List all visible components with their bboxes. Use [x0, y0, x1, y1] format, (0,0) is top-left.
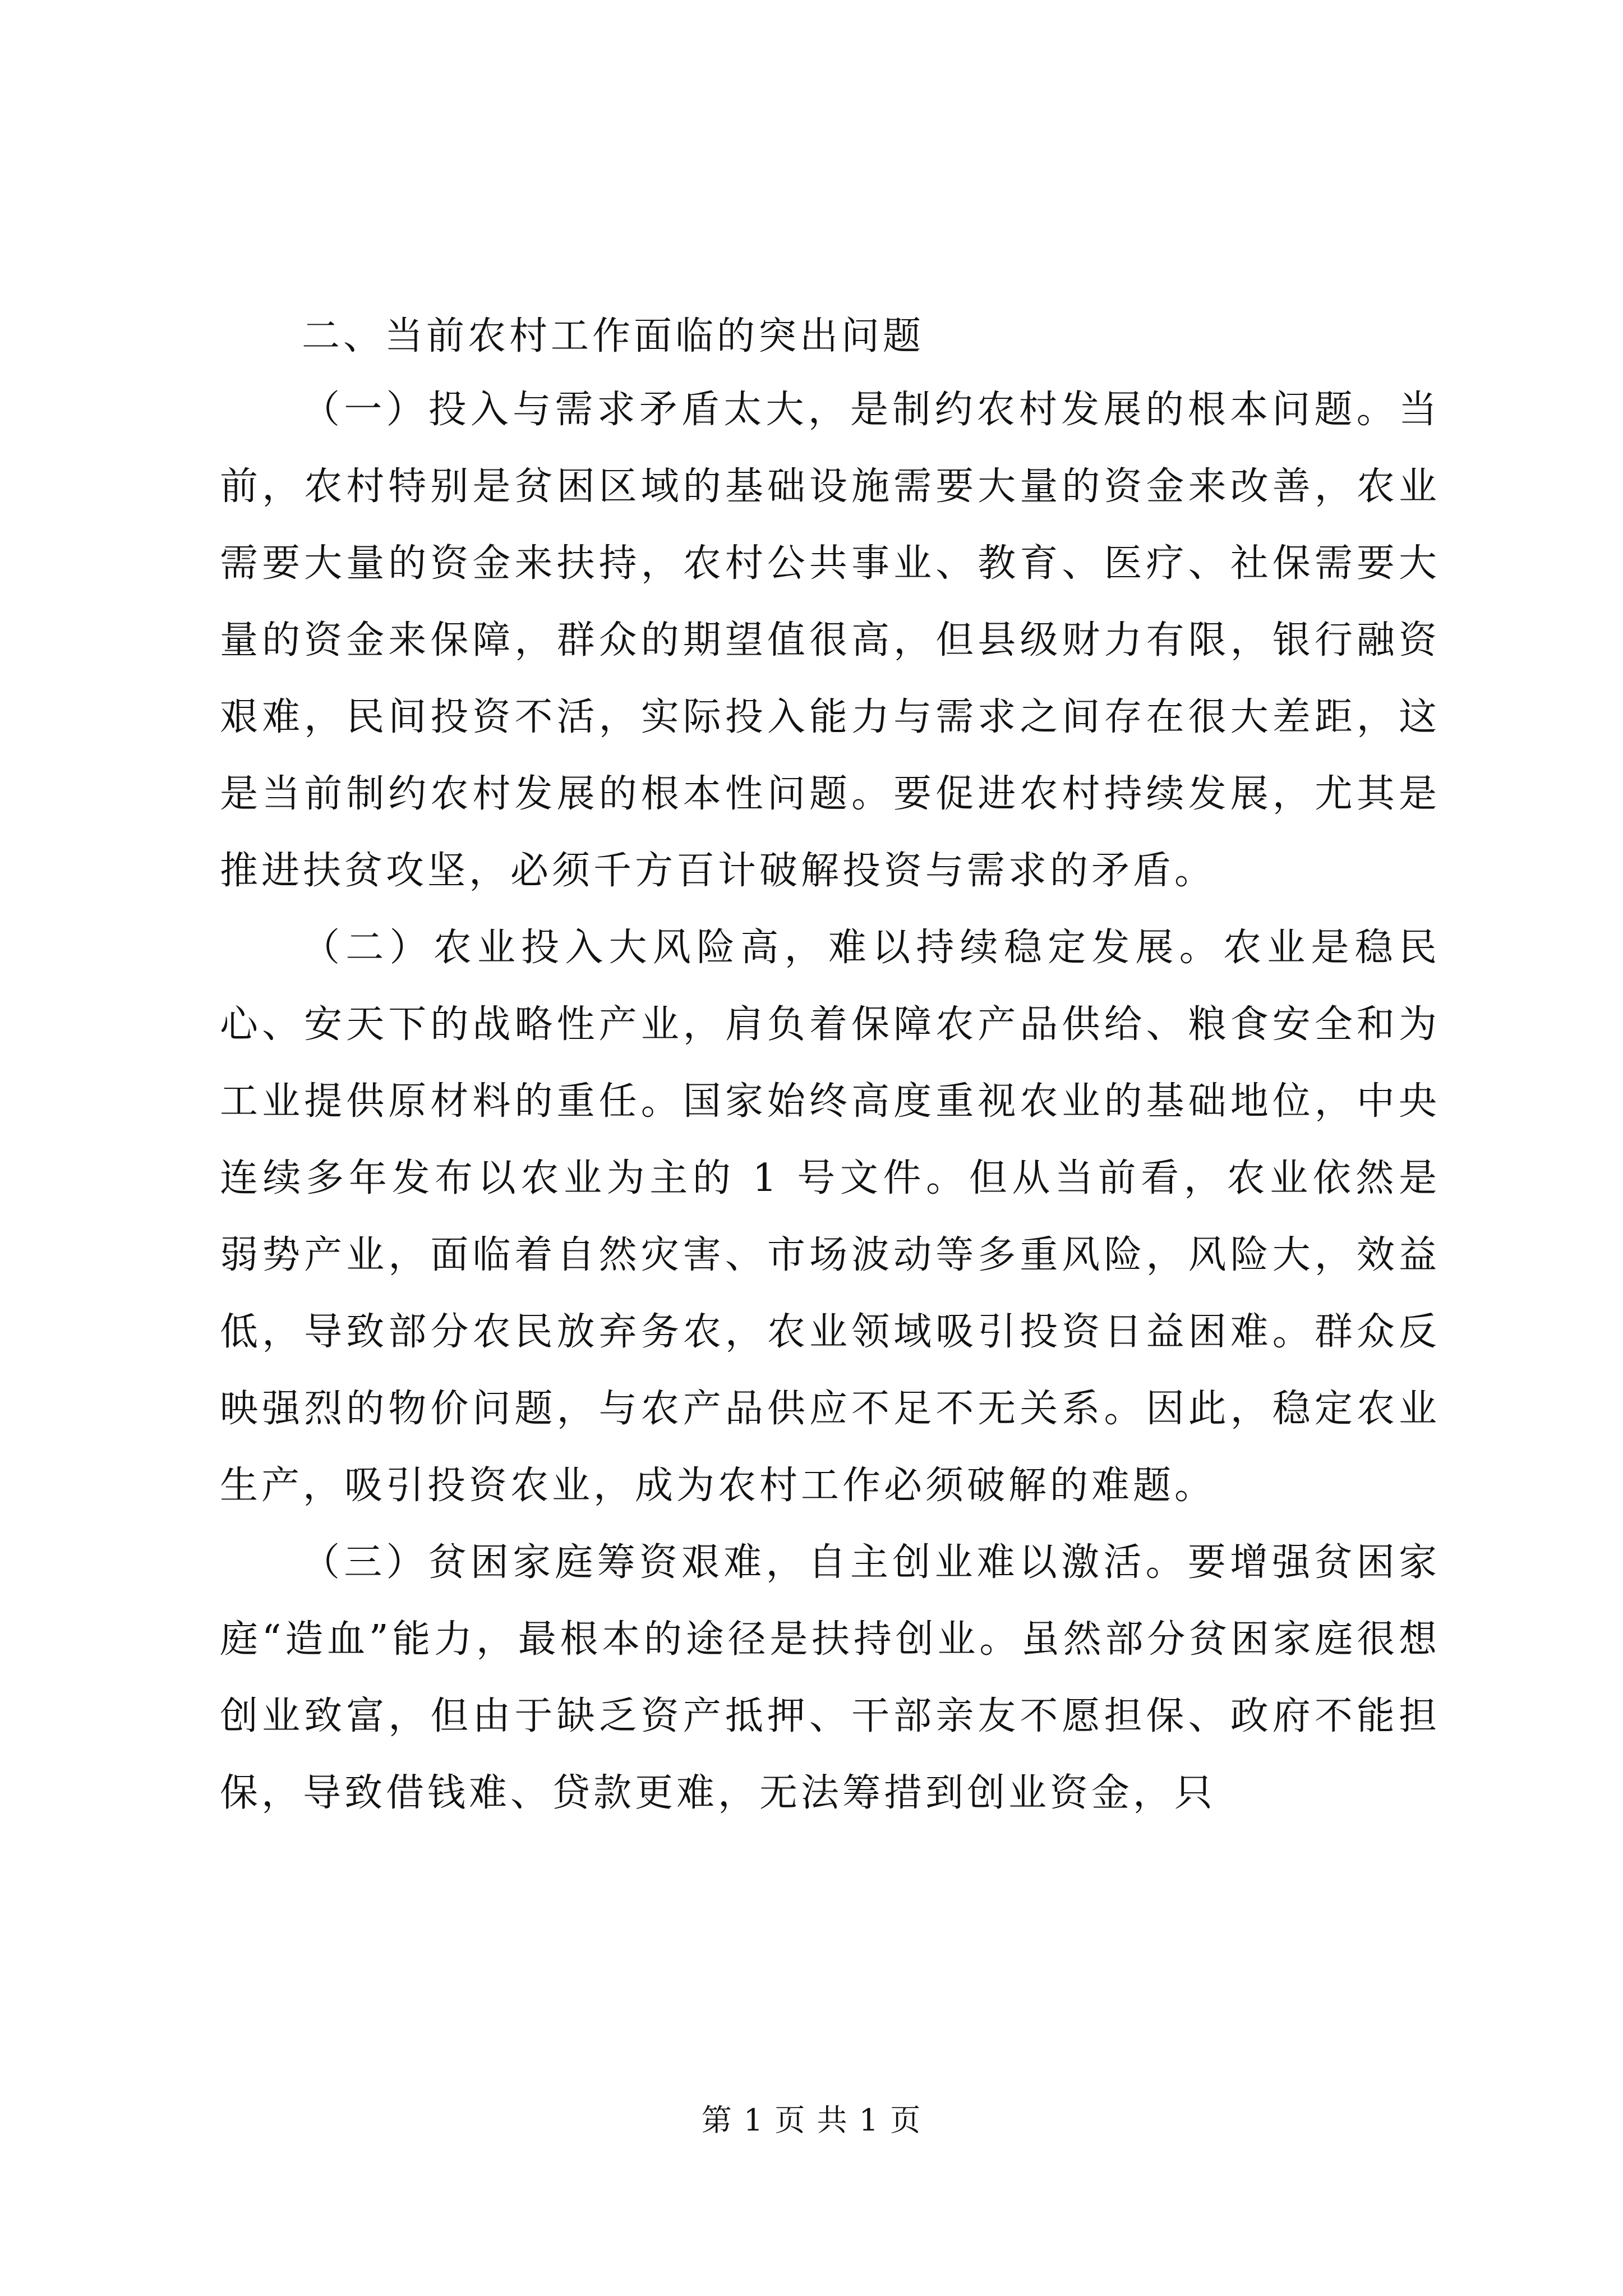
section-heading: 二、当前农村工作面临的突出问题	[302, 314, 925, 358]
paragraph-3: （三）贫困家庭筹资艰难，自主创业难以激活。要增强贫困家庭“造血”能力，最根本的途径是扶持创业。虽然部分贫困家庭很想创业致富，但由于缺乏资产抵押、干部亲友不愿担保、政府不能担保，导致借钱难、贷款更难，无法筹措到创业资金，只	[220, 1540, 1440, 1815]
paragraph-2: （二）农业投入大风险高，难以持续稳定发展。农业是稳民心、安天下的战略性产业，肩负着保障农产品供给、粮食安全和为工业提供原材料的重任。国家始终高度重视农业的基础地位，中央连续多年发布以农业为主的 1 号文件。但从当前看，农业依然是弱势产业，面临着自然灾害、市场波动等多重风险，风险大，效益低，导致部分农民放弃务农，农业领域吸引投资日益困难。群众反映强烈的物价问题，与农产品供应不足不无关系。因此，稳定农业生产，吸引投资农业，成为农村工作必须破解的难题。	[220, 926, 1440, 1508]
paragraph-1: （一）投入与需求矛盾太大，是制约农村发展的根本问题。当前，农村特别是贫困区域的基础设施需要大量的资金来改善，农业需要大量的资金来扶持，农村公共事业、教育、医疗、社保需要大量的资金来保障，群众的期望值很高，但县级财力有限，银行融资艰难，民间投资不活，实际投入能力与需求之间存在很大差距，这是当前制约农村发展的根本性问题。要促进农村持续发展，尤其是推进扶贫攻坚，必须千方百计破解投资与需求的矛盾。	[220, 388, 1440, 893]
page-footer: 第 1 页 共 1 页	[701, 2102, 922, 2138]
document-body	[220, 302, 1440, 1832]
